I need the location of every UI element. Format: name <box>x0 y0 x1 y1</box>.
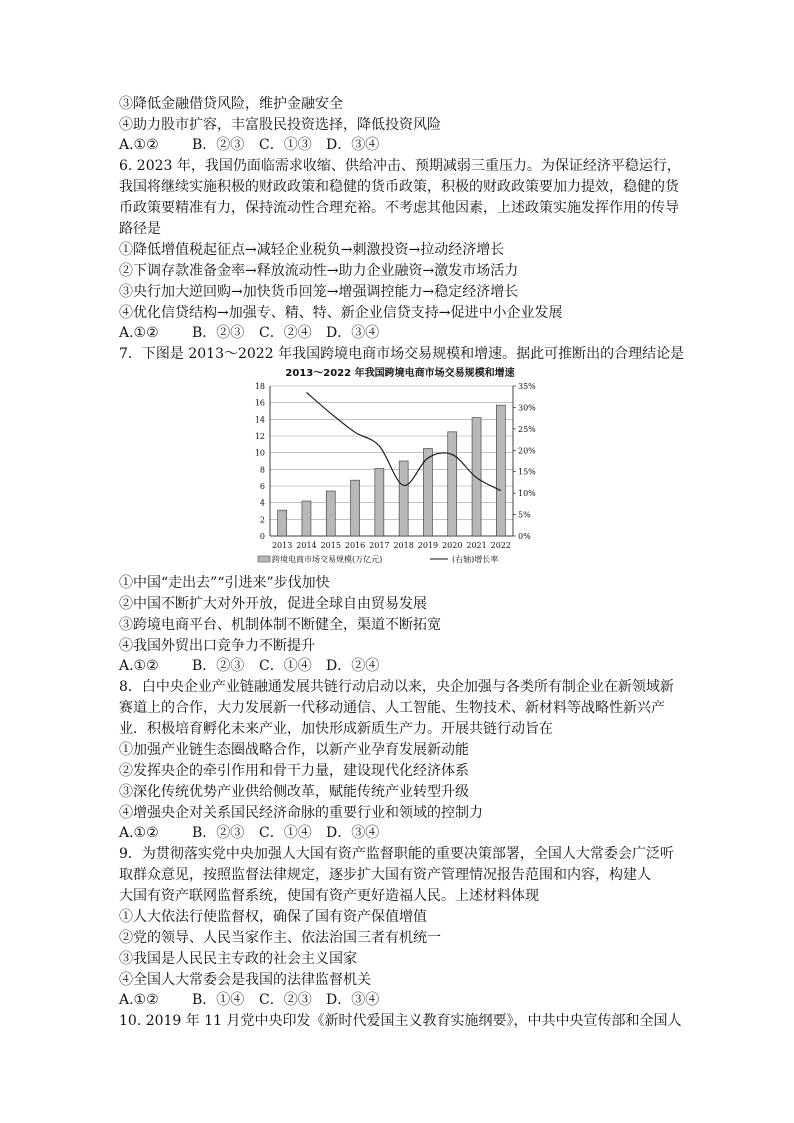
left-tick-label: 18 <box>254 382 265 391</box>
option-d: D．③④ <box>326 992 380 1008</box>
q6-item-4: ④优化信贷结构→加强专、精、特、新企业信贷支持→促进中小企业发展 <box>119 305 563 321</box>
q9-item-1: ①人大依法行使监督权，确保了国有资产保值增值 <box>119 909 427 925</box>
q9-stem-line: 取群众意见，按照监督法律规定，逐步扩大国有资产管理情况报告范围和内容，构建人 <box>119 867 651 883</box>
q9-item-2: ②党的领导、人民当家作主、依法治国三者有机统一 <box>119 930 441 946</box>
left-tick-label: 10 <box>254 448 265 458</box>
q9-stem-line: 大国有资产联网监督系统，使国有资产更好造福人民。上述材料体现 <box>119 888 539 904</box>
left-tick-label: 8 <box>259 465 265 475</box>
x-tick-label: 2014 <box>296 541 317 550</box>
q5-options <box>119 135 379 155</box>
option-b: B．①④ <box>192 992 245 1008</box>
left-tick-label: 0 <box>259 532 265 541</box>
q8-item-3: ③深化传统优势产业供给侧改革，赋能传统产业转型升级 <box>119 784 469 800</box>
right-tick-label: 5% <box>518 510 531 520</box>
q9-stem-line: 9．为贯彻落实党中央加强人大国有资产监督职能的重要决策部署，全国人大常委会广泛听 <box>119 846 674 862</box>
x-tick-label: 2019 <box>417 541 439 550</box>
option-d: D．③④ <box>326 825 380 841</box>
option-c: C．①④ <box>259 658 312 674</box>
q6-stem-line: 币政策要精准有力，保持流动性合理充裕。不考虑其他因素，上述政策实施发挥作用的传导 <box>119 200 679 216</box>
bar <box>496 405 505 536</box>
q10-stem: 10. 2019 年 11 月党中央印发《新时代爱国主义教育实施纲要》，中共中央宣传部和全国人 <box>119 1013 682 1029</box>
q7-options <box>119 656 379 676</box>
q6-item-1: ①降低增值税起征点→减轻企业税负→刺激投资→拉动经济增长 <box>119 242 505 258</box>
q6-item-3: ③央行加大逆回购→加快货币回笼→增强调控能力→稳定经济增长 <box>119 284 519 300</box>
right-tick-label: 10% <box>518 489 536 499</box>
left-tick-label: 16 <box>254 398 265 408</box>
q6-options <box>119 323 379 343</box>
right-tick-label: 15% <box>518 467 536 477</box>
x-tick-label: 2016 <box>344 541 366 550</box>
x-tick-label: 2021 <box>466 541 487 550</box>
option-b: B．②③ <box>192 137 245 153</box>
q7-item-4: ④我国外贸出口竞争力不断提升 <box>119 638 315 654</box>
q6-stem-line: 路径是 <box>119 221 161 237</box>
x-tick-label: 2020 <box>442 541 463 550</box>
q8-item-2: ②发挥央企的牵引作用和骨干力量，建设现代化经济体系 <box>119 763 469 779</box>
x-tick-label: 2018 <box>393 541 414 550</box>
right-tick-label: 35% <box>518 382 536 391</box>
bar <box>448 432 457 536</box>
chart <box>250 376 550 574</box>
q8-item-1: ①加强产业链生态圈战略合作，以新产业孕育发展新动能 <box>119 742 469 758</box>
x-tick-label: 2015 <box>320 541 341 550</box>
bar <box>472 418 481 536</box>
option-c: C．①④ <box>259 825 312 841</box>
bar <box>375 469 384 537</box>
legend-bar-swatch <box>258 556 270 562</box>
q6-stem-line: 6. 2023 年，我国仍面临需求收缩、供给冲击、预期减弱三重压力。为保证经济平稳运行， <box>119 158 681 174</box>
bar <box>399 461 408 536</box>
option-b: B．②③ <box>192 825 245 841</box>
q9-item-3: ③我国是人民民主专政的社会主义国家 <box>119 951 357 967</box>
x-tick-label: 2022 <box>490 541 512 550</box>
q6-item-2: ②下调存款准备金率→释放流动性→助力企业融资→激发市场活力 <box>119 263 519 279</box>
option-a: A.①② <box>119 325 159 341</box>
x-tick-label: 2017 <box>369 541 390 550</box>
right-tick-label: 20% <box>518 446 536 456</box>
option-d: D．②④ <box>326 658 380 674</box>
option-b: B．②③ <box>192 658 245 674</box>
q8-stem-line: 业．积极培育孵化未来产业，加快形成新质生产力。开展共链行动旨在 <box>119 721 553 737</box>
option-c: C．②③ <box>259 992 312 1008</box>
left-tick-label: 12 <box>254 432 265 441</box>
q8-stem-line: 赛道上的合作，大力发展新一代移动通信、人工智能、生物技术、新材料等战略性新兴产 <box>119 700 665 716</box>
q8-options <box>119 823 379 843</box>
q9-options <box>119 990 379 1010</box>
option-b: B．②③ <box>192 325 245 341</box>
right-tick-label: 25% <box>518 424 536 434</box>
q8-item-4: ④增强央企对关系国民经济命脉的重要行业和领域的控制力 <box>119 805 483 821</box>
q7-item-3: ③跨境电商平台、机制体制不断健全，渠道不断拓宽 <box>119 617 441 633</box>
option-a: A.①② <box>119 137 159 153</box>
q7-item-1: ①中国“走出去”“引进来”步伐加快 <box>119 575 330 591</box>
q9-item-4: ④全国人大常委会是我国的法律监督机关 <box>119 972 371 988</box>
option-a: A.①② <box>119 825 159 841</box>
bar <box>351 480 360 536</box>
q7-stem: 7．下图是 2013～2022 年我国跨境电商市场交易规模和增速。据此可推断出的合理结论是 <box>119 346 685 362</box>
right-tick-label: 0% <box>518 532 531 541</box>
left-tick-label: 14 <box>254 415 265 425</box>
left-tick-label: 6 <box>259 482 265 491</box>
q7-item-2: ②中国不断扩大对外开放，促进全球自由贸易发展 <box>119 596 427 612</box>
right-tick-label: 30% <box>518 403 536 413</box>
option-d: D．③④ <box>326 137 380 153</box>
left-tick-label: 4 <box>259 498 265 508</box>
option-c: C．①③ <box>259 137 312 153</box>
option-a: A.①② <box>119 658 159 674</box>
bar <box>278 510 287 536</box>
option-a: A.①② <box>119 992 159 1008</box>
legend-line-label: (右轴)增长率 <box>452 555 499 564</box>
option-d: D．③④ <box>326 325 380 341</box>
bar <box>302 501 311 536</box>
legend-bar-label: 跨境电商市场交易规模(万亿元) <box>272 555 383 564</box>
chart-title: 2013～2022 年我国跨境电商市场交易规模和增速 <box>285 368 515 379</box>
q5-item-3: ③降低金融借贷风险，维护金融安全 <box>119 96 343 112</box>
option-c: C．②④ <box>259 325 312 341</box>
x-tick-label: 2013 <box>271 541 293 550</box>
q6-stem-line: 我国将继续实施积极的财政政策和稳健的货币政策，积极的财政政策要加力提效，稳健的货 <box>119 179 679 195</box>
q8-stem-line: 8．白中央企业产业链融通发展共链行动启动以来，央企加强与各类所有制企业在新领域新 <box>119 679 674 695</box>
q5-item-4: ④助力股市扩容，丰富股民投资选择，降低投资风险 <box>119 117 441 133</box>
left-tick-label: 2 <box>259 515 265 525</box>
bar <box>326 491 335 536</box>
